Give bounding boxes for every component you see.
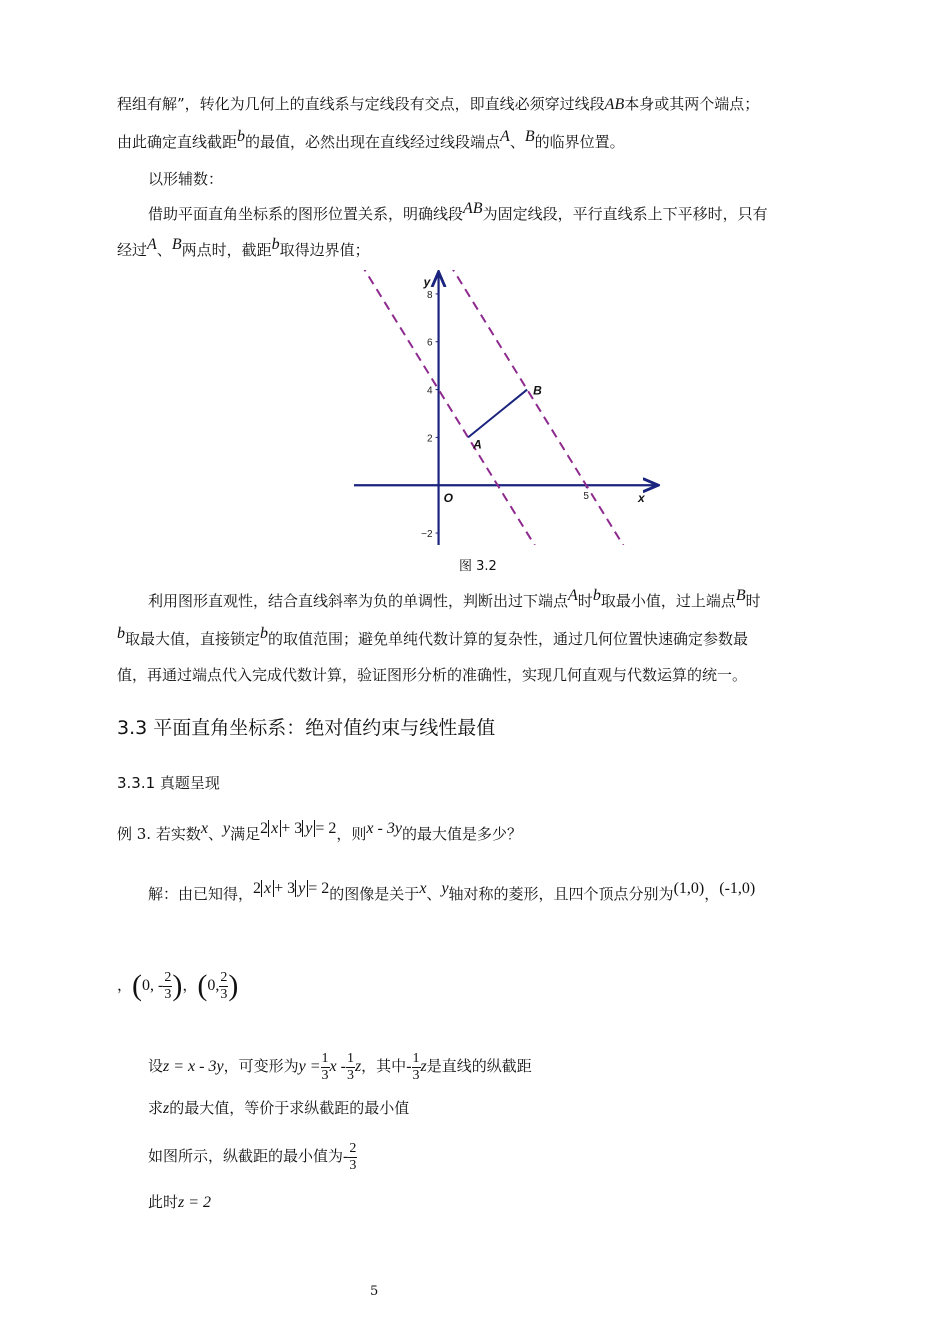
math-x: x: [200, 820, 208, 837]
paragraph-line: [117, 625, 749, 650]
math-b: b: [271, 236, 280, 253]
segment-ab: [468, 390, 527, 438]
text: 的最大值，等价于求纵截距的最小值: [169, 1099, 410, 1117]
text: 设: [148, 1057, 164, 1075]
math: x -: [329, 1058, 346, 1075]
subsection-heading: 3.3.1 真题呈现: [117, 774, 220, 792]
text: 轴对称的菱形，且四个顶点分别为: [448, 885, 674, 903]
math-z: z: [354, 1058, 362, 1075]
math: + 3: [274, 880, 296, 897]
solution-line: [117, 966, 238, 1005]
math-ab: AB: [463, 200, 483, 217]
text: 经过: [117, 241, 148, 259]
solution-line: [148, 1048, 532, 1085]
math-y: y: [441, 880, 449, 897]
math-abs-x: x: [268, 820, 281, 837]
dashed-parallel-line: [442, 270, 628, 545]
text: 的取值范围；避免单纯代数计算的复杂性，通过几何位置快速确定参数最: [268, 630, 749, 648]
solution-line: [148, 1192, 211, 1213]
origin-label: O: [443, 491, 453, 506]
text: 时: [745, 592, 761, 610]
math: -1,0: [724, 880, 750, 897]
text: 是直线的纵截距: [426, 1057, 532, 1075]
math-b: b: [117, 625, 125, 642]
math-y: y: [222, 820, 231, 837]
text: ，则: [336, 825, 367, 843]
fraction: [348, 1141, 357, 1174]
math-abs-y: y: [295, 880, 308, 897]
point-b-label: B: [533, 383, 542, 398]
solution-line: [148, 1098, 409, 1119]
math: -: [406, 1058, 412, 1075]
math: 1,0: [678, 880, 699, 897]
text: 利用图形直观性，结合直线斜率为负的单调性，判断出过下端点: [148, 592, 569, 610]
math: -: [343, 1148, 349, 1165]
text: 两点时，截距: [181, 241, 272, 259]
paragraph-line: 以形辅数：: [148, 170, 224, 188]
text: 借助平面直角坐标系的图形位置关系，明确线段: [148, 205, 464, 223]
math-a: A: [147, 236, 157, 253]
denominator: 3: [164, 986, 172, 1002]
math-a: A: [500, 128, 510, 145]
x-tick-label: 5: [583, 491, 589, 503]
math-abs-x: x: [261, 880, 274, 897]
paren: ): [228, 969, 239, 1002]
text: 的图像是关于: [329, 885, 420, 903]
text: 、: [426, 885, 442, 903]
paren: (: [197, 969, 208, 1002]
math: 2: [260, 820, 269, 837]
math-abs-y: y: [302, 820, 315, 837]
text: 例 3. 若实数: [117, 825, 201, 843]
text: 满足: [230, 825, 261, 843]
math-b-point: B: [735, 587, 746, 604]
math-b-point: B: [524, 128, 535, 145]
paren: (: [132, 969, 143, 1002]
numerator: 1: [321, 1050, 329, 1066]
solution-line: [148, 1138, 357, 1175]
section-heading: 3.3 平面直角坐标系：绝对值约束与线性最值: [117, 717, 496, 739]
math: 0, -: [142, 977, 164, 994]
text: 此时: [148, 1193, 179, 1211]
text: 如图所示，纵截距的最小值为: [148, 1147, 344, 1165]
y-tick-label: 8: [427, 289, 433, 301]
denominator: 3: [346, 1067, 354, 1083]
text: ，其中: [361, 1057, 407, 1075]
math: 2: [253, 880, 262, 897]
page-number: 5: [370, 1284, 379, 1299]
text: 时: [577, 592, 593, 610]
text: 的临界位置。: [534, 133, 625, 151]
solution-line: [148, 880, 756, 905]
y-axis-label: y: [423, 275, 431, 289]
fraction: [346, 1051, 355, 1084]
paragraph-line: 值，再通过端点代入完成代数计算，验证图形分析的准确性，实现几何直观与代数运算的统一。: [117, 666, 748, 684]
paren: ): [172, 969, 183, 1002]
paragraph-line: [117, 128, 625, 153]
abs-equation: [253, 879, 329, 897]
point-a-label: A: [473, 437, 482, 452]
denominator: 3: [412, 1067, 420, 1083]
math: 0,: [207, 977, 220, 994]
text: 的最值，必然出现在直线经过线段端点: [245, 133, 501, 151]
numerator: 1: [412, 1050, 420, 1066]
math-x: x: [419, 880, 427, 897]
denominator: 3: [321, 1067, 329, 1083]
numerator: 2: [220, 969, 228, 985]
text: 本身或其两个端点；: [624, 95, 760, 113]
numerator: 1: [346, 1050, 354, 1066]
math-ab: AB: [604, 96, 625, 113]
y-tick-label: −2: [421, 529, 433, 541]
math: y =: [298, 1058, 321, 1075]
fraction: [163, 970, 172, 1003]
math-z: z: [163, 1100, 170, 1117]
text: 求: [148, 1099, 164, 1117]
text: 、: [156, 241, 172, 259]
text: 为固定线段，平行直线系上下平移时，只有: [482, 205, 768, 223]
math-b: b: [592, 587, 601, 604]
text: ，可变形为: [223, 1057, 299, 1075]
math-a: A: [568, 587, 578, 604]
paragraph-line: [148, 200, 768, 225]
figure-caption: 图 3.2: [459, 559, 497, 574]
text: 的最大值是多少？: [401, 825, 522, 843]
math-b: b: [237, 128, 246, 145]
x-axis-label: x: [638, 491, 645, 506]
paragraph-line: [117, 94, 759, 115]
numerator: 2: [164, 969, 172, 985]
text: 由此确定直线截距: [117, 133, 238, 151]
y-tick-label: 2: [427, 433, 433, 445]
fraction: [219, 970, 228, 1003]
text: 、: [207, 825, 223, 843]
math: = 2: [315, 820, 337, 837]
math-expression: z = x - 3y: [163, 1058, 224, 1075]
math-expression: z = 2: [178, 1194, 212, 1211]
math: + 3: [281, 820, 303, 837]
text: ，: [117, 976, 133, 994]
fraction: [321, 1051, 330, 1084]
example-line: [117, 820, 522, 845]
math: = 2: [308, 880, 330, 897]
y-tick-label: 6: [427, 337, 433, 349]
math-b-point: B: [171, 236, 182, 253]
text: ，: [182, 976, 198, 994]
y-tick-label: 4: [427, 385, 433, 397]
numerator: 2: [349, 1140, 357, 1156]
paragraph-line: [148, 587, 761, 612]
abs-equation: [260, 819, 336, 837]
text: 程组有解”，转化为几何上的直线系与定线段有交点，即直线必须穿过线段: [117, 95, 605, 113]
text: 解：由已知得，: [148, 885, 254, 903]
vertex-2: (-1,0): [719, 880, 756, 897]
text: 、: [509, 133, 525, 151]
text: 取最大值，直接锁定: [125, 630, 261, 648]
fraction: [412, 1051, 421, 1084]
denominator: 3: [220, 986, 228, 1002]
paragraph-line: [117, 236, 370, 261]
text: 取得边界值；: [279, 241, 370, 259]
vertex-1: (1,0): [673, 880, 705, 897]
denominator: 3: [349, 1157, 357, 1173]
math-expression: x - 3y: [366, 820, 402, 837]
text: ，: [704, 885, 720, 903]
math-z: z: [420, 1058, 427, 1075]
math-b: b: [260, 625, 269, 642]
text: 取最小值，过上端点: [600, 592, 736, 610]
coordinate-figure: [350, 270, 660, 545]
